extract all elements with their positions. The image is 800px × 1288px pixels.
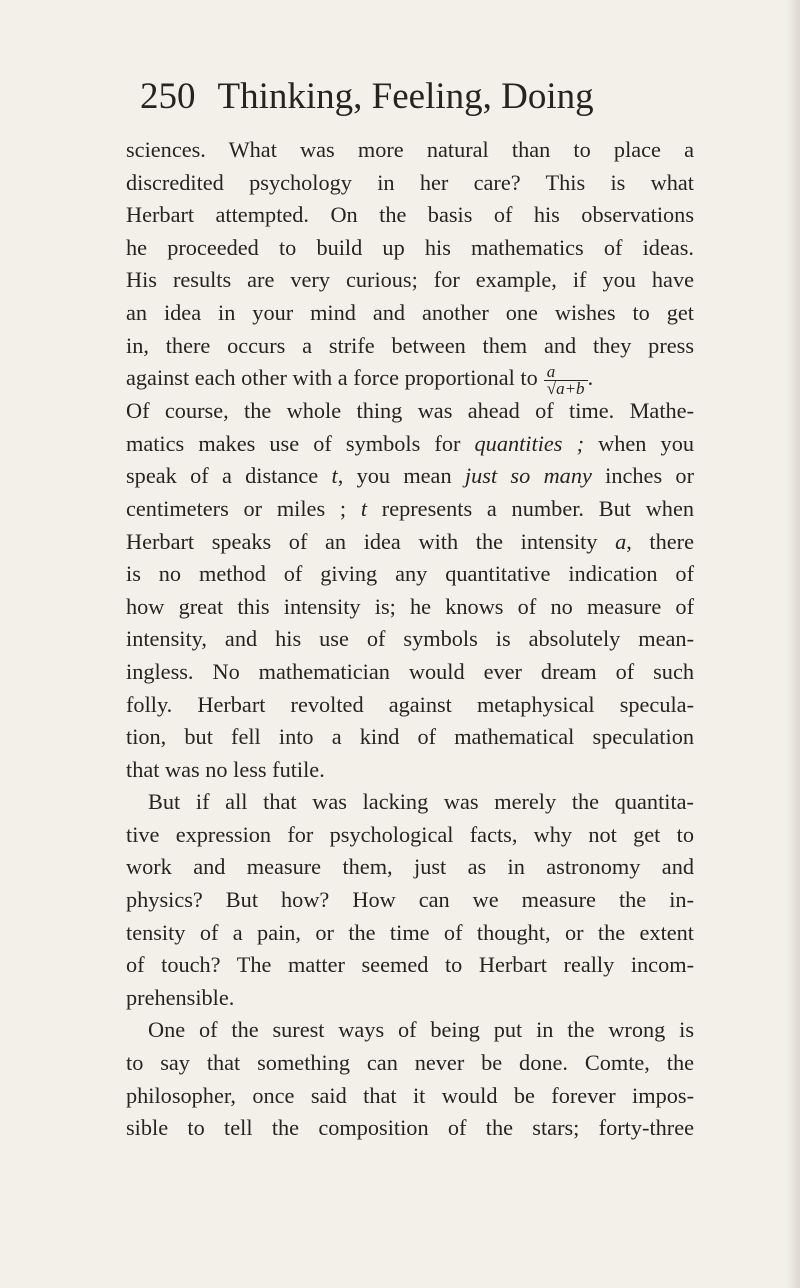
paragraph-first-line: One of the surest ways of being put in the wrong is bbox=[148, 1017, 694, 1043]
text-line: in, there occurs a strife between them and they press bbox=[126, 332, 694, 358]
text-line: tion, but fell into a kind of mathematical speculation bbox=[126, 724, 694, 750]
text-line: sible to tell the composition of the stars; forty-three bbox=[126, 1115, 694, 1141]
running-header bbox=[140, 72, 700, 122]
text-line: discredited psychology in her care? This is what bbox=[126, 169, 694, 195]
italic-text: t bbox=[360, 495, 368, 521]
text-line: an idea in your mind and another one wishes to get bbox=[126, 299, 694, 325]
formula-line: against each other with a force proportional to $\frac{a}{√a+b}$ . bbox=[126, 361, 594, 398]
text-line: physics? But how? How can we measure the in- bbox=[126, 887, 694, 913]
text-line: tive expression for psychological facts, why not get to bbox=[126, 821, 694, 847]
text-line: Of course, the whole thing was ahead of time. Mathe- bbox=[126, 398, 694, 424]
text-line: work and measure them, just as in astronomy and bbox=[126, 854, 694, 880]
running-title: Thinking, Feeling, Doing bbox=[217, 76, 594, 117]
page-number: 250 bbox=[140, 76, 196, 117]
text-line: ingless. No mathematician would ever dream of such bbox=[126, 658, 694, 684]
italic-text: quantities ; bbox=[474, 430, 585, 456]
text-line: philosopher, once said that it would be forever impos- bbox=[126, 1082, 694, 1108]
text-line: Herbart attempted. On the basis of his observations bbox=[126, 202, 694, 228]
text-line: is no method of giving any quantitative indication of bbox=[126, 561, 694, 587]
text-line: how great this intensity is; he knows of no measure of bbox=[126, 593, 694, 619]
text-line: His results are very curious; for example, if you have bbox=[126, 267, 694, 293]
radicand: a+b bbox=[556, 378, 585, 398]
fraction-formula bbox=[544, 361, 588, 398]
text-line: of touch? The matter seemed to Herbart really incom- bbox=[126, 952, 694, 978]
text-line: intensity, and his use of symbols is absolutely mean- bbox=[126, 626, 694, 652]
text-line: matics makes use of symbols for quantities ; when you bbox=[126, 430, 694, 456]
page-edge-shadow bbox=[786, 0, 800, 1288]
text-line: tensity of a pain, or the time of thought, or the extent bbox=[126, 919, 694, 945]
radical-sign: √ bbox=[546, 378, 557, 398]
formula-line-text: against each other with a force proportional to bbox=[126, 365, 538, 391]
text-line: centimeters or miles ; t represents a number. But when bbox=[126, 495, 694, 521]
text-line: prehensible. bbox=[126, 984, 235, 1010]
italic-text: just so many bbox=[464, 463, 592, 489]
text-line: sciences. What was more natural than to place a bbox=[126, 137, 694, 162]
fraction-numerator: a bbox=[544, 364, 588, 381]
italic-text: a bbox=[615, 528, 627, 554]
italic-text: t bbox=[331, 463, 338, 489]
text-line: speak of a distance t, you mean just so many inches or bbox=[126, 463, 694, 489]
text-line: he proceeded to build up his mathematics of ideas. bbox=[126, 234, 694, 260]
text-line: to say that something can never be done. Comte, the bbox=[126, 1050, 694, 1076]
text-line: folly. Herbart revolted against metaphysical specula- bbox=[126, 691, 694, 717]
body-text bbox=[126, 134, 694, 1145]
text-line: Herbart speaks of an idea with the intensity a, there bbox=[126, 528, 694, 554]
fraction-denominator bbox=[544, 378, 588, 398]
paragraph-first-line: But if all that was lacking was merely the quantita- bbox=[148, 789, 694, 815]
text-line: that was no less futile. bbox=[126, 756, 325, 782]
